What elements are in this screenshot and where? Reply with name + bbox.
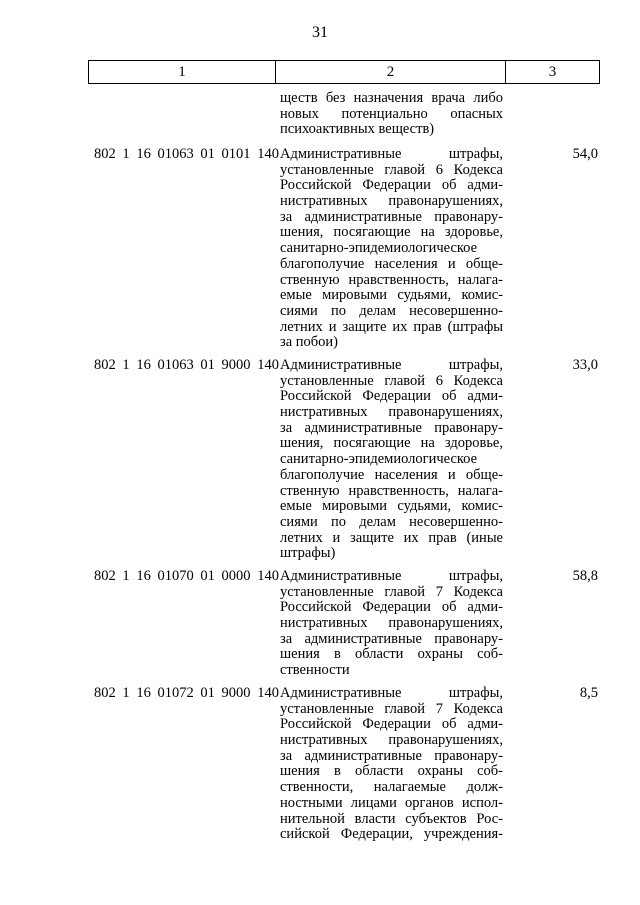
row-description [280,358,503,562]
header-cell-2: 2 [276,61,506,83]
budget-code-segment: 9000 [221,357,251,373]
desc-line: психоактивных веществ) [280,121,435,138]
desc-line: благополучие населения и обще- [280,466,503,483]
desc-line: сийской Федерации, учреждения- [280,826,503,843]
budget-code-segment: 140 [257,146,279,162]
desc-line: нистративных правонарушениях, [280,404,503,421]
desc-line: штрафы) [280,545,336,562]
desc-line: емые мировыми судьями, комис- [280,498,503,515]
desc-line: нительной власти субъектов Рос- [280,810,503,827]
desc-line: санитарно-эпидемиологическое [280,451,478,468]
desc-line: за административные правонару- [280,747,503,764]
budget-code-segment: 01070 [157,568,194,584]
budget-code-segment: 802 [94,568,116,584]
budget-code-segment: 16 [136,685,151,701]
budget-code [94,569,279,585]
budget-code-segment: 0101 [221,146,251,162]
desc-line: сиями по делам несовершенно- [280,302,503,319]
budget-code [94,358,279,374]
header-cell-3: 3 [548,63,557,80]
desc-line: установленные главой 7 Кодекса [280,583,503,600]
amount-value: 54,0 [572,146,598,162]
amount-value: 8,5 [579,685,598,701]
desc-line: Российской Федерации об адми- [280,716,503,733]
desc-line: шения, посягающие на здоровье, [280,224,503,241]
desc-line: Административные штрафы, [280,146,503,162]
row-description [280,569,503,679]
amount-value: 33,0 [572,357,598,373]
row-description [280,686,503,843]
desc-line: ственную нравственность, налага- [280,271,503,288]
budget-code-segment: 140 [257,685,279,701]
budget-code-segment: 140 [257,357,279,373]
desc-line: нистративных правонарушениях, [280,615,503,632]
budget-code-segment: 01063 [157,357,194,373]
desc-line: санитарно-эпидемиологическое [280,240,478,257]
budget-code-segment: 01063 [157,146,194,162]
desc-line: нистративных правонарушениях, [280,732,503,749]
budget-code [94,147,279,163]
budget-code-segment: 01 [200,146,215,162]
table-header [88,60,600,84]
desc-line: Административные штрафы, [280,568,503,584]
desc-line: ществ без назначения врача либо [280,90,503,106]
budget-code-segment: 802 [94,357,116,373]
budget-code-segment: 01072 [157,685,194,701]
budget-code-segment: 802 [94,146,116,162]
desc-line: шения в области охраны соб- [280,763,503,780]
desc-line: Российской Федерации об адми- [280,177,503,194]
desc-line: за административные правонару- [280,419,503,436]
page-number: 31 [312,24,328,41]
desc-line: нистративных правонарушениях, [280,193,503,210]
budget-code-segment: 01 [200,357,215,373]
desc-line: шения, посягающие на здоровье, [280,435,503,452]
desc-line: установленные главой 6 Кодекса [280,161,503,178]
budget-code-segment: 16 [136,568,151,584]
desc-line: ностными лицами органов испол- [280,794,503,811]
budget-code-segment: 0000 [221,568,251,584]
budget-code-segment: 1 [122,568,130,584]
desc-line: новых потенциально опасных [280,105,503,122]
desc-line: за административные правонару- [280,630,503,647]
desc-line: ственности [280,662,350,679]
desc-line: за побои) [280,334,339,351]
desc-line: Российской Федерации об адми- [280,388,503,405]
desc-line: установленные главой 7 Кодекса [280,700,503,717]
desc-line: благополучие населения и обще- [280,255,503,272]
row-description [280,147,503,351]
amount-value: 58,8 [572,568,598,584]
desc-line: летних и защите их прав (штрафы [280,318,503,335]
desc-line: установленные главой 6 Кодекса [280,372,503,389]
desc-line: за административные правонару- [280,208,503,225]
continuation-text [280,91,503,138]
budget-code-segment: 01 [200,568,215,584]
budget-code-segment: 802 [94,685,116,701]
budget-code-segment: 16 [136,146,151,162]
desc-line: ственности, налагаемые долж- [280,779,503,796]
budget-code-segment: 140 [257,568,279,584]
budget-code-segment: 1 [122,146,130,162]
budget-code-segment: 01 [200,685,215,701]
desc-line: летних и защите их прав (иные [280,529,503,546]
desc-line: Административные штрафы, [280,357,503,373]
budget-code-segment: 1 [122,357,130,373]
header-cell-1: 1 [89,61,276,83]
desc-line: Административные штрафы, [280,685,503,701]
desc-line: Российской Федерации об адми- [280,599,503,616]
budget-code-segment: 9000 [221,685,251,701]
budget-code-segment: 16 [136,357,151,373]
desc-line: шения в области охраны соб- [280,646,503,663]
desc-line: сиями по делам несовершенно- [280,513,503,530]
budget-code-segment: 1 [122,685,130,701]
budget-code [94,686,279,702]
desc-line: ственную нравственность, налага- [280,482,503,499]
desc-line: емые мировыми судьями, комис- [280,287,503,304]
